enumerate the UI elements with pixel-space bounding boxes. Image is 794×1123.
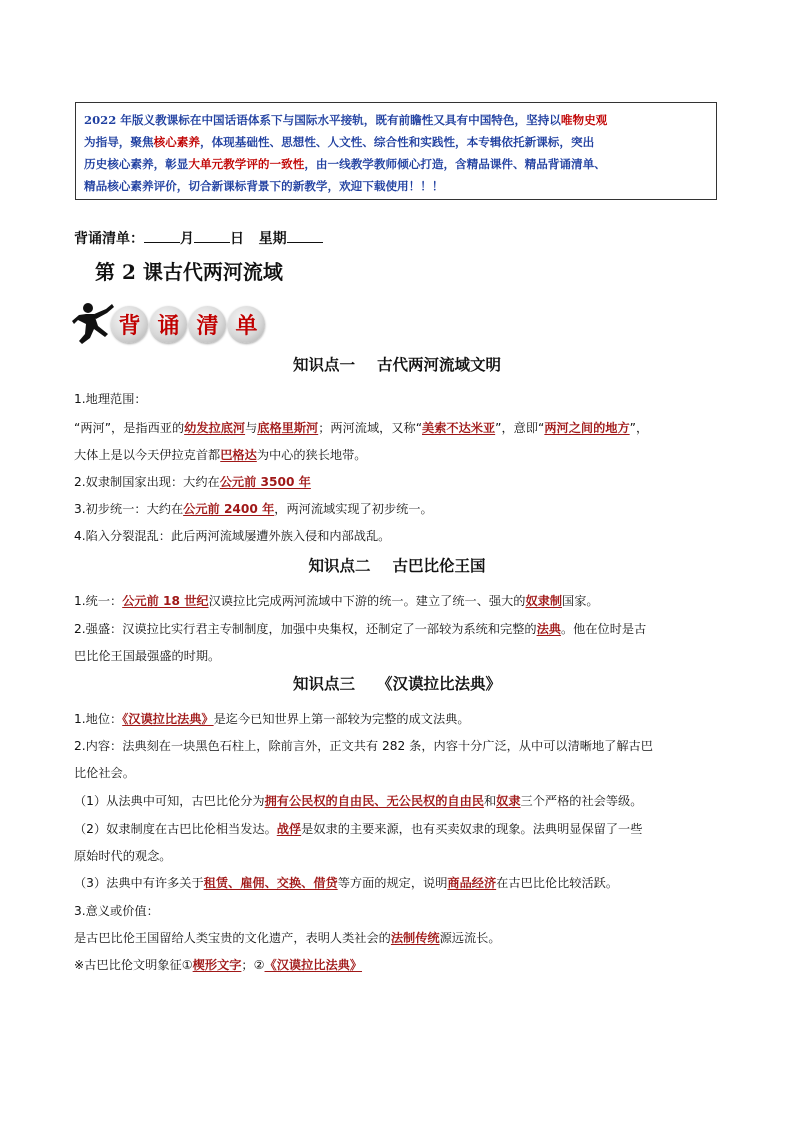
kp1-geography-heading: 1.地理范围： [74, 392, 147, 406]
kungfu-figure-icon [72, 300, 116, 346]
recite-label: 背诵清单： [74, 231, 144, 247]
kp2-unification: 1.统一：公元前 18 世纪汉谟拉比完成两河流域中下游的统一。建立了统一、强大的奴隶制国家。 [74, 594, 599, 608]
kp3-significance: 是古巴比伦王国留给人类宝贵的文化遗产，表明人类社会的法制传统源远流长。 [74, 931, 501, 945]
knowledge-point-2-title: 知识点二 古巴比伦王国 [308, 556, 486, 575]
kp1-geography-line-1: “两河”，是指西亚的幼发拉底河与底格里斯河；两河流域，又称“美索不达米亚”，意即“两河之间的地方”， [74, 421, 649, 435]
kp2-prosperity-line-1: 2.强盛：汉谟拉比实行君主专制制度，加强中央集权，还制定了一部较为系统和完整的法典。他在位时是古 [74, 622, 647, 636]
badge-char: 清 [189, 306, 226, 343]
kp1-slave-state: 2.奴隶制国家出现：大约在公元前 3500 年 [74, 475, 311, 489]
lesson-title: 第 2 课古代两河流域 [95, 260, 283, 284]
knowledge-point-1-title: 知识点一 古代两河流域文明 [292, 355, 502, 374]
kp1-division: 4.陷入分裂混乱：此后两河流域屡遭外族入侵和内部战乱。 [74, 529, 391, 543]
badge-char: 背 [111, 306, 148, 343]
banner-highlight: 唯物史观 [560, 113, 608, 127]
month-blank [144, 227, 180, 243]
kp3-point-1: （1）从法典中可知，古巴比伦分为拥有公民权的自由民、无公民权的自由民和奴隶三个严格的社会等级。 [74, 794, 643, 808]
banner-highlight: 大单元教学评的一致性 [188, 157, 305, 171]
kp3-point-2-line-2: 原始时代的观念。 [74, 849, 172, 863]
banner-highlight: 核心素养 [153, 135, 200, 149]
kp1-unification: 3.初步统一：大约在公元前 2400 年，两河流域实现了初步统一。 [74, 502, 433, 516]
kp3-point-2-line-1: （2）奴隶制度在古巴比伦相当发达。战俘是奴隶的主要来源，也有买卖奴隶的现象。法典明显保留了一些 [74, 822, 643, 836]
badge-char: 单 [228, 306, 265, 343]
banner-line-2: 为指导，聚焦核心素养，体现基础性、思想性、人文性、综合性和实践性，本专辑依托新课标，突出 [84, 135, 595, 149]
banner-line-3: 历史核心素养，彰显大单元教学评的一致性，由一线教学教师倾心打造，含精品课件、精品背诵清单、 [84, 157, 606, 171]
banner-line-4: 精品核心素养评价，切合新课标背景下的新教学，欢迎下载使用！！！ [84, 179, 444, 193]
intro-banner [75, 102, 717, 200]
kp3-content-line-2: 比伦社会。 [74, 766, 135, 780]
week-blank [287, 227, 323, 243]
recite-date-line: 背诵清单： 月 日 星期 [74, 227, 323, 249]
banner-line-1: 2022 年版义教课标在中国话语体系下与国际水平接轨，既有前瞻性又具有中国特色，坚持以唯物史观 [84, 113, 608, 127]
kp3-significance-heading: 3.意义或价值： [74, 904, 159, 918]
kp3-civilization-symbols: ※古巴比伦文明象征①楔形文字；②《汉谟拉比法典》 [74, 958, 363, 972]
kp3-point-3: （3）法典中有许多关于租赁、雇佣、交换、借贷等方面的规定，说明商品经济在古巴比伦比较活跃。 [74, 876, 619, 890]
kp3-content-line-1: 2.内容：法典刻在一块黑色石柱上，除前言外，正文共有 282 条，内容十分广泛，从中可以清晰地了解古巴 [74, 739, 653, 753]
day-blank [194, 227, 230, 243]
kp2-prosperity-line-2: 巴比伦王国最强盛的时期。 [74, 649, 221, 663]
knowledge-point-3-title: 知识点三 《汉谟拉比法典》 [292, 674, 502, 693]
recite-list-badge [72, 300, 286, 348]
kp1-geography-line-2: 大体上是以今天伊拉克首都巴格达为中心的狭长地带。 [74, 448, 367, 462]
badge-char: 诵 [150, 306, 187, 343]
kp3-status: 1.地位：《汉谟拉比法典》是迄今已知世界上第一部较为完整的成文法典。 [74, 712, 470, 726]
